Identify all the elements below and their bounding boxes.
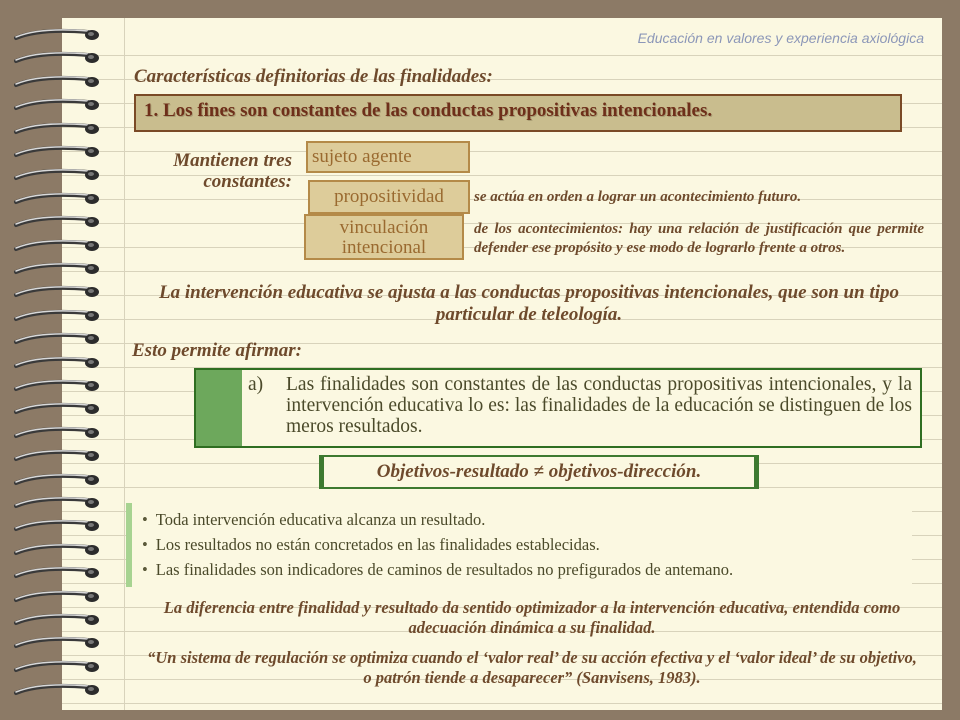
spiral-ring-icon — [10, 660, 102, 674]
spiral-ring-icon — [10, 543, 102, 557]
spiral-ring-icon — [10, 285, 102, 299]
spiral-ring-icon — [10, 75, 102, 89]
point-a-marker: a) — [248, 374, 264, 395]
vinculacion-description: de los acontecimientos: hay una relación de justificación que permite defender ese propósito y ese modo de lograrlo frente a otros. — [474, 221, 924, 256]
point-a — [248, 374, 912, 437]
intervention-statement: La intervención educativa se ajusta a las conductas propositivas intencionales, que son un tipo particular de teleología. — [159, 282, 899, 325]
margin-line — [124, 18, 125, 710]
spiral-ring-icon — [10, 145, 102, 159]
spiral-ring-icon — [10, 122, 102, 136]
constant-sujeto-agente: sujeto agente — [306, 141, 470, 173]
spiral-ring-icon — [10, 449, 102, 463]
point-a-box — [194, 368, 922, 448]
spiral-ring-icon — [10, 356, 102, 370]
header-subtitle: Educación en valores y experiencia axiológica — [637, 30, 924, 46]
difference-statement: La diferencia entre finalidad y resultado da sentido optimizador a la intervención educativa, entendida como adecuación dinámica a su finalidad. — [163, 598, 901, 637]
propositividad-description: se actúa en orden a lograr un acontecimiento futuro. — [474, 189, 802, 205]
list-item: • Los resultados no están concretados en las finalidades establecidas. — [142, 532, 912, 557]
spiral-ring-icon — [10, 51, 102, 65]
objectives-box: Objetivos-resultado ≠ objetivos-dirección. — [319, 455, 759, 489]
spiral-ring-icon — [10, 262, 102, 276]
results-list — [132, 503, 912, 582]
point-1-text: 1. Los fines son constantes de las conductas propositivas intencionales. — [144, 100, 713, 121]
spiral-ring-icon — [10, 496, 102, 510]
section-title: Características definitorias de las finalidades: — [134, 66, 493, 87]
spiral-ring-icon — [10, 239, 102, 253]
spiral-ring-icon — [10, 402, 102, 416]
spiral-ring-icon — [10, 566, 102, 580]
spiral-ring-icon — [10, 636, 102, 650]
constant-vinculacion-intencional: vinculación intencional — [304, 214, 464, 260]
point-a-text: Las finalidades son constantes de las conductas propositivas intencionales, y la intervención educativa lo es: las finalidades de la educación se distinguen de los meros resultados. — [286, 374, 912, 437]
spiral-ring-icon — [10, 379, 102, 393]
allows-heading: Esto permite afirmar: — [132, 340, 302, 361]
list-item: • Las finalidades son indicadores de caminos de resultados no prefigurados de antemano. — [142, 557, 912, 582]
spiral-ring-icon — [10, 613, 102, 627]
constant-propositividad: propositividad — [308, 180, 470, 214]
point-1-box — [134, 94, 902, 132]
spiral-ring-icon — [10, 590, 102, 604]
spiral-ring-icon — [10, 309, 102, 323]
results-box — [126, 503, 912, 587]
spiral-ring-icon — [10, 683, 102, 697]
sanvisens-quote: “Un sistema de regulación se optimiza cuando el ‘valor real’ de su acción efectiva y el ‘valor ideal’ de su objetivo, o patrón tiende a desaparecer” (Sanvisens, 1983). — [147, 648, 917, 687]
list-item: • Toda intervención educativa alcanza un resultado. — [142, 507, 912, 532]
constants-label: Mantienen tres constantes: — [173, 150, 292, 192]
spiral-ring-icon — [10, 473, 102, 487]
spiral-ring-icon — [10, 192, 102, 206]
spiral-ring-icon — [10, 426, 102, 440]
spiral-ring-icon — [10, 98, 102, 112]
spiral-ring-icon — [10, 519, 102, 533]
notebook-page — [62, 18, 942, 710]
spiral-ring-icon — [10, 332, 102, 346]
spiral-ring-icon — [10, 168, 102, 182]
spiral-ring-icon — [10, 28, 102, 42]
spiral-ring-icon — [10, 215, 102, 229]
